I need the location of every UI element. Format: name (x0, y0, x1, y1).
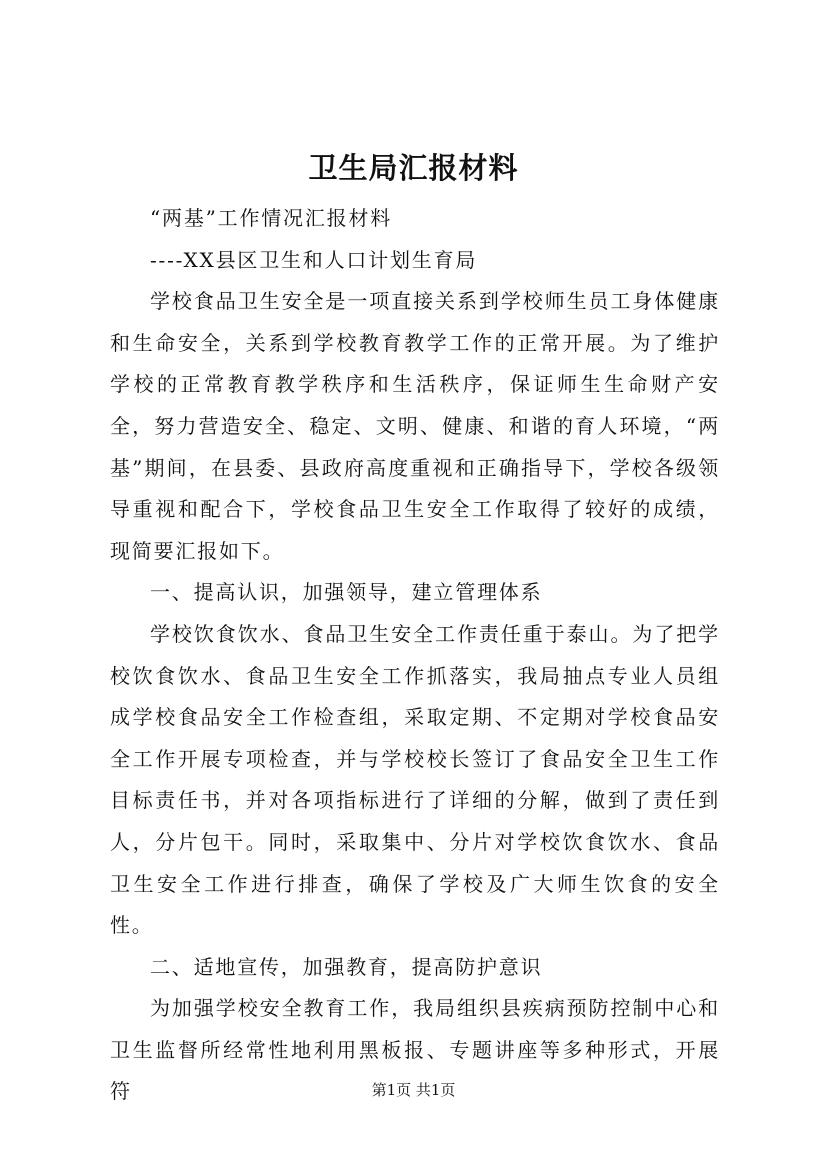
author-paragraph: ----XX县区卫生和人口计划生育局 (150, 247, 478, 272)
document-title: 卫生局汇报材料 (308, 151, 519, 185)
subtitle-paragraph: “两基”工作情况汇报材料 (150, 206, 393, 230)
intro-paragraph: 学校食品卫生安全是一项直接关系到学校师生员工身体健康和生命安全，关系到学校教育教学工作的正常开展。为了维护学校的正常教育教学秩序和生活秩序，保证师生生命财产安全，努力营造安全、稳定、文明、健康、和谐的育人环境，“两基”期间，在县委、县政府高度重视和正确指导下，学校各级领导重视和配合下，学校食品卫生安全工作取得了较好的成绩，现简要汇报如下。 (110, 289, 720, 563)
section-paragraph-1: 学校饮食饮水、食品卫生安全工作责任重于泰山。为了把学校饮食饮水、食品卫生安全工作抓落实，我局抽点专业人员组成学校食品安全工作检查组，采取定期、不定期对学校食品安全工作开展专项检查，并与学校校长签订了食品安全卫生工作目标责任书，并对各项指标进行了详细的分解，做到了责任到人，分片包干。同时，采取集中、分片对学校饮食饮水、食品卫生安全工作进行排查，确保了学校及广大师生饮食的安全性。 (110, 621, 720, 938)
document-body (110, 198, 720, 1113)
page-footer: 第1页 共1页 (371, 1081, 456, 1099)
section-heading-2: 二、适地宣传，加强教育，提高防护意识 (150, 954, 543, 979)
section-heading-1: 一、提高认识，加强领导，建立管理体系 (150, 580, 543, 605)
section-paragraph-2: 为加强学校安全教育工作，我局组织县疾病预防控制中心和卫生监督所经常性地利用黑板报、专题讲座等多种形式，开展符 (110, 996, 720, 1104)
